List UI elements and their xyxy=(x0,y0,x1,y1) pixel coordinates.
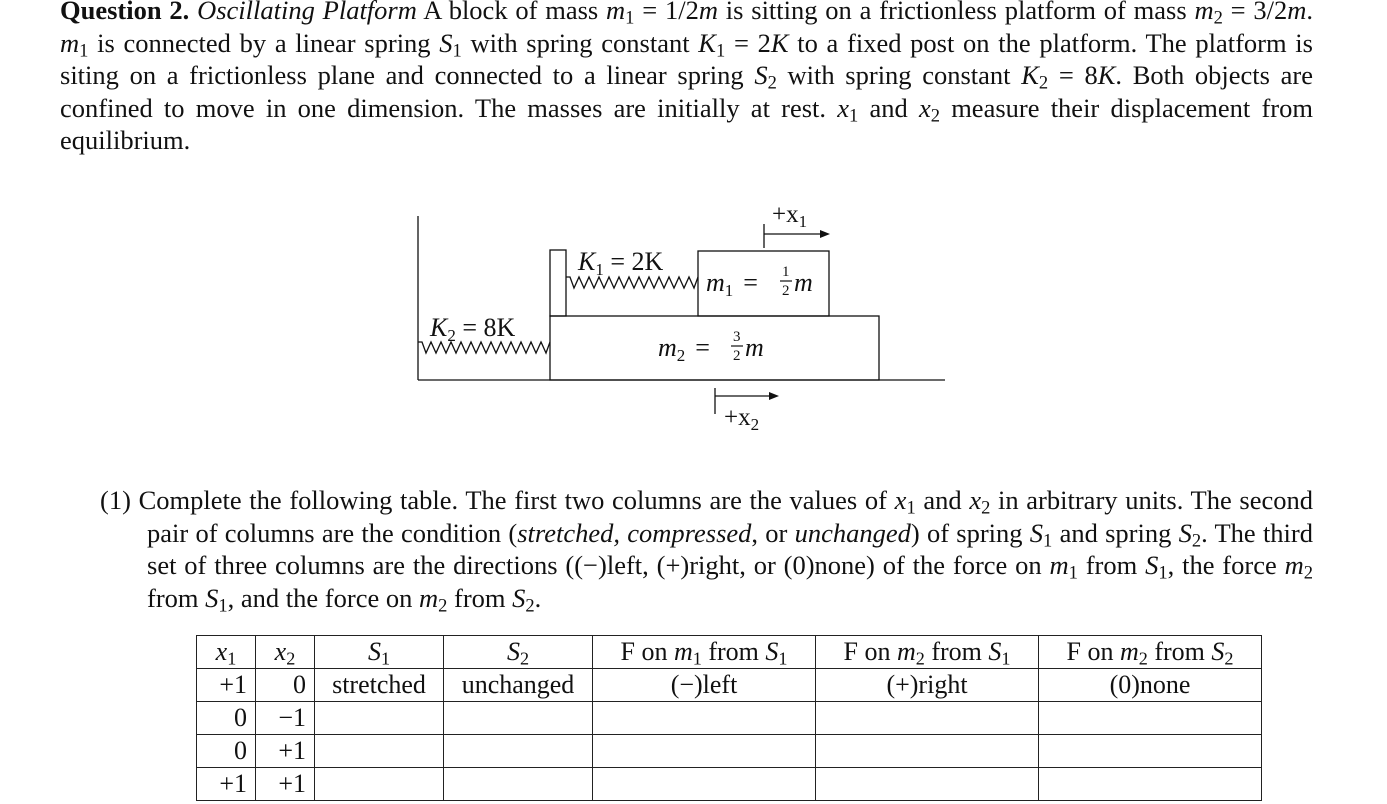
x2-axis-label: $+x_2$ xyxy=(724,404,760,434)
k2-label: K2 = 8K xyxy=(430,313,516,345)
intro-text: to a fixed post on the platform. The platform is siting on a frictionless plane and connected to a linear spring xyxy=(60,27,1313,90)
cell-force-m2-s2[interactable] xyxy=(1039,702,1262,735)
header-force-m1-s1: F on $m_1$ from $S_1$ xyxy=(593,636,816,669)
intro-text: with spring constant xyxy=(461,27,699,58)
header-s2: $S_2$ xyxy=(444,636,593,669)
s1-symbol: $S_1$ xyxy=(1145,550,1168,584)
table-header-row xyxy=(197,636,1262,669)
term-compressed: compressed xyxy=(627,517,752,548)
spring-s1 xyxy=(566,277,698,288)
x1-arrowhead xyxy=(820,230,830,238)
m2-m-letter: m xyxy=(745,333,764,362)
m1-value: = 1/2 xyxy=(634,0,699,25)
force-table xyxy=(196,635,1262,801)
q1-text: ) of spring xyxy=(910,517,1030,548)
cell-x2: −1 xyxy=(256,702,315,735)
s1-symbol: $S_1$ xyxy=(439,27,462,62)
intro-text: is connected by a linear spring xyxy=(88,27,440,58)
cell-force-m2-s1: (+)right xyxy=(816,669,1039,702)
cell-force-m1-s1[interactable] xyxy=(593,768,816,801)
intro-text: with spring constant xyxy=(776,60,1022,90)
platform-diagram xyxy=(400,190,960,440)
x2-symbol: $x_2$ xyxy=(918,92,940,127)
intro-text: . Both objects are confined to move in one dimension. The masses are initially at rest. xyxy=(60,60,1313,123)
part-number: (1) xyxy=(100,485,131,515)
cell-s2[interactable] xyxy=(444,702,593,735)
table-row xyxy=(197,768,1262,801)
cell-x2: +1 xyxy=(256,735,315,768)
cell-force-m1-s1[interactable] xyxy=(593,702,816,735)
m2-symbol: $m_2$ xyxy=(418,582,448,617)
cell-s1[interactable] xyxy=(315,702,444,735)
cell-force-m2-s1[interactable] xyxy=(816,735,1039,768)
q1-text: . The third set of three columns are the directions ((−)left, (+)right, or (0)none) of the force on xyxy=(147,517,1313,580)
header-x2: $x_2$ xyxy=(256,636,315,669)
x2-symbol: $x_2$ xyxy=(969,485,991,519)
k1-value: = 2 xyxy=(725,27,771,58)
cell-x1: 0 xyxy=(197,702,256,735)
s2-symbol: $S_2$ xyxy=(754,60,777,94)
table-row xyxy=(197,669,1262,702)
cell-force-m2-s2[interactable] xyxy=(1039,768,1262,801)
x1-axis-label: $+x_1$ xyxy=(772,201,808,231)
cell-x2: +1 xyxy=(256,768,315,801)
table-row xyxy=(197,735,1262,768)
cell-x1: +1 xyxy=(197,669,256,702)
q1-text: and spring xyxy=(1052,517,1179,548)
header-force-m2-s1: F on $m_2$ from $S_1$ xyxy=(816,636,1039,669)
x2-arrowhead xyxy=(769,392,779,400)
s1-symbol: $S_1$ xyxy=(205,582,228,617)
cell-x1: 0 xyxy=(197,735,256,768)
cell-force-m2-s2[interactable] xyxy=(1039,735,1262,768)
k1-symbol: $K_1$ xyxy=(698,27,726,62)
cell-force-m1-s1[interactable] xyxy=(593,735,816,768)
cell-force-m2-s1[interactable] xyxy=(816,768,1039,801)
m1-m-letter: m xyxy=(794,268,813,297)
x1-symbol: $x_1$ xyxy=(894,485,916,519)
k1-label: K1 = 2K xyxy=(578,247,664,279)
cell-s1: stretched xyxy=(315,669,444,702)
m2-symbol: $m_2$ xyxy=(1284,550,1313,584)
question-label: Question 2. xyxy=(60,0,190,25)
m1-symbol: $m_1$ xyxy=(1049,550,1078,584)
intro-text: . xyxy=(1306,0,1314,25)
m2-label: m2 = xyxy=(658,333,710,365)
m2-value: = 3/2 xyxy=(1222,0,1288,25)
k2-symbol: $K_2$ xyxy=(1021,60,1049,94)
cell-s2: unchanged xyxy=(444,669,593,702)
m-letter: m xyxy=(698,0,718,25)
fixed-post xyxy=(550,250,566,316)
header-x1: $x_1$ xyxy=(197,636,256,669)
header-s1: $S_1$ xyxy=(315,636,444,669)
cell-s1[interactable] xyxy=(315,768,444,801)
cell-x1: +1 xyxy=(197,768,256,801)
m-letter: m xyxy=(1287,0,1307,25)
x1-symbol: $x_1$ xyxy=(837,92,859,127)
m1-half-den: 2 xyxy=(782,283,790,299)
m1-label: m1 = xyxy=(706,268,758,300)
term-stretched: stretched xyxy=(517,517,614,548)
question-part-1: (1) Complete the following table. The first two columns are the values of $x_1$ and $x_2$ in arbitrary units. The second pair of columns are the condition (stretched, compressed, or unchanged) of spring $S_1$ and spring $S_2$. The third set of three columns are the directions ((−)left, (+)right, or (0)none) of the force on $m_1$ from $S_1$, the force $m_2$ from $S_1$, and the force on $m_2$ from $S_2$. xyxy=(100,485,1314,617)
s2-symbol: $S_2$ xyxy=(1178,517,1202,552)
intro-text: is sitting on a frictionless platform of mass xyxy=(725,0,1187,25)
cell-s2[interactable] xyxy=(444,768,593,801)
s2-symbol: $S_2$ xyxy=(512,582,535,617)
k2-value: = 8 xyxy=(1048,60,1098,90)
cell-force-m1-s1: (−)left xyxy=(593,669,816,702)
cell-force-m2-s2: (0)none xyxy=(1039,669,1262,702)
cell-x2: 0 xyxy=(256,669,315,702)
cell-force-m2-s1[interactable] xyxy=(816,702,1039,735)
question-2-intro xyxy=(60,0,1313,157)
term-unchanged: unchanged xyxy=(794,517,911,548)
m1-half-num: 1 xyxy=(782,264,790,280)
header-force-m2-s2: F on $m_2$ from $S_2$ xyxy=(1039,636,1262,669)
question-title: Oscillating Platform xyxy=(197,0,417,25)
cell-s2[interactable] xyxy=(444,735,593,768)
intro-text: and xyxy=(858,92,919,123)
q1-text: Complete the following table. The first two columns are the values of xyxy=(130,485,895,515)
intro-text: A block of mass xyxy=(423,0,599,25)
q1-text: in arbitrary units. The second pair of columns are the condition ( xyxy=(147,485,1314,548)
m2-three-num: 3 xyxy=(733,329,741,345)
m1-symbol: $m_1$ xyxy=(606,0,635,29)
intro-text: measure their displacement from equilibrium. xyxy=(60,92,1313,155)
m1-symbol: $m_1$ xyxy=(60,27,89,62)
k-letter: K xyxy=(1097,60,1116,90)
m2-symbol: $m_2$ xyxy=(1194,0,1223,29)
table-row xyxy=(197,702,1262,735)
m2-half-den: 2 xyxy=(733,348,741,364)
s1-symbol: $S_1$ xyxy=(1029,517,1053,552)
platform-m2-block xyxy=(550,316,879,380)
k-letter: K xyxy=(770,27,789,58)
spring-s2 xyxy=(418,342,550,353)
cell-s1[interactable] xyxy=(315,735,444,768)
